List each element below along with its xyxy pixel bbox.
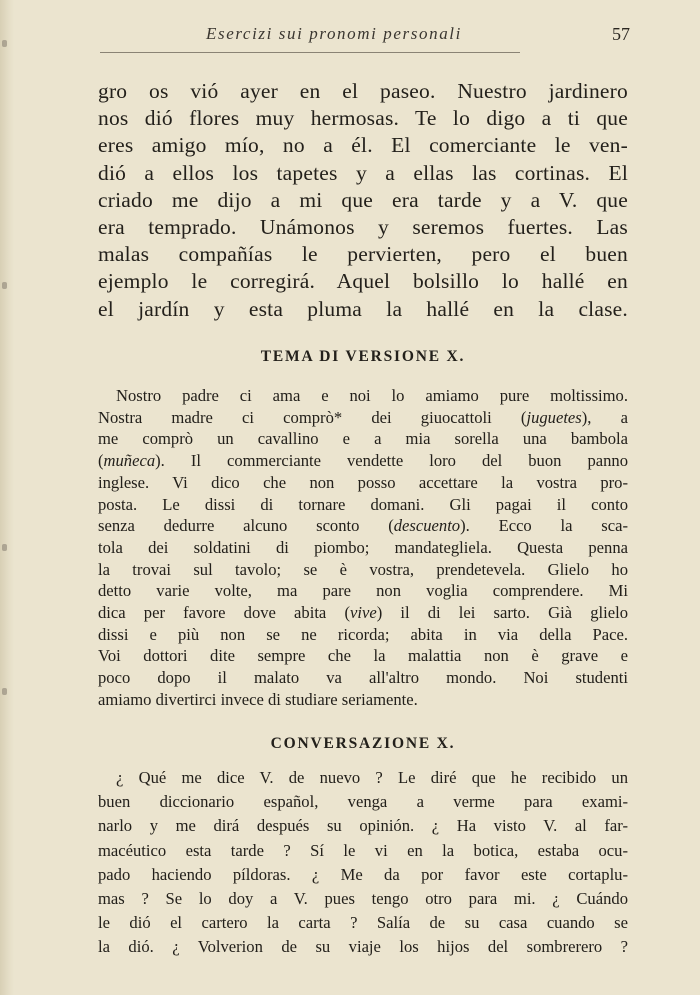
text-line: la dió. ¿ Volverion de su viaje los hijos del sombrerero ? (98, 937, 628, 957)
text-line: le dió el cartero la carta ? Salía de su casa cuando se (98, 913, 628, 933)
text-line: senza dedurre alcuno sconto (descuento). Ecco la sca- (98, 516, 628, 536)
text-line: malas compañías le pervierten, pero el buen (98, 242, 628, 267)
tema-heading: TEMA DI VERSIONE X. (260, 348, 466, 365)
text-line: dissi e più non se ne ricorda; abita in via della Pace. (98, 624, 628, 644)
spanish-exercise-paragraph (98, 78, 628, 323)
text-line: posta. Le dissi di tornare domani. Gli pagai il conto (98, 494, 628, 514)
text-line: criado me dijo a mi que era tarde y a V. que (98, 187, 628, 212)
text-line: Nostro padre ci ama e noi lo amiamo pure moltissimo. (116, 386, 628, 405)
text-line: tola dei soldatini di piombo; mandategliela. Questa penna (98, 537, 628, 557)
text-line: Voi dottori dite sempre che la malattia non è grave e (98, 646, 628, 666)
text-line: amiamo divertirci invece di studiare seriamente. (98, 689, 418, 709)
running-title: Esercizi sui pronomi personali (206, 24, 462, 43)
conversazione-paragraph (98, 766, 628, 960)
text-line: ¿ Qué me dice V. de nuevo ? Le diré que he recibido un (116, 768, 628, 787)
text-line: buen diccionario español, venga a verme para exami- (98, 792, 628, 812)
running-head-rule (100, 52, 520, 53)
text-line: era temprado. Unámonos y seremos fuertes. Las (98, 215, 628, 240)
text-line: detto varie volte, ma pare non voglia comprendere. Mi (98, 581, 628, 601)
text-line: narlo y me dirá después su opinión. ¿ Ha visto V. al far- (98, 816, 628, 836)
text-line: eres amigo mío, no a él. El comerciante le ven- (98, 133, 628, 158)
text-line: macéutico esta tarde ? Sí le vi en la botica, estaba ocu- (98, 840, 628, 860)
margin-mark (2, 282, 7, 289)
text-line: dica per favore dove abita (vive) il di lei sarto. Già glielo (98, 603, 628, 623)
text-line: gro os vió ayer en el paseo. Nuestro jardinero (98, 79, 628, 103)
text-line: dió a ellos los tapetes y a ellas las cortinas. El (98, 160, 628, 185)
tema-paragraph (98, 385, 628, 711)
margin-mark (2, 688, 7, 695)
binding-edge (0, 0, 14, 995)
text-line: me comprò un cavallino e a mia sorella una bambola (98, 429, 628, 449)
text-line: poco dopo il malato va all'altro mondo. Noi studenti (98, 668, 628, 688)
text-line: el jardín y esta pluma la hallé en la clase. (98, 296, 628, 321)
page-number: 57 (612, 24, 630, 44)
text-line: inglese. Vi dico che non posso accettare la vostra pro- (98, 472, 628, 492)
text-line: mas ? Se lo doy a V. pues tengo otro para mi. ¿ Cuándo (98, 889, 628, 909)
text-line: ejemplo le corregirá. Aquel bolsillo lo hallé en (98, 269, 628, 294)
margin-mark (2, 544, 7, 551)
text-line: pado haciendo píldoras. ¿ Me da por favor este cortaplu- (98, 864, 628, 884)
conversazione-heading: CONVERSAZIONE X. (270, 735, 456, 752)
text-line: (muñeca). Il commerciante vendette loro del buon panno (98, 451, 628, 471)
text-line: nos dió flores muy hermosas. Te lo digo a ti que (98, 106, 628, 131)
running-head (96, 24, 636, 52)
margin-mark (2, 40, 7, 47)
text-line: Nostra madre ci comprò* dei giuocattoli (juguetes), a (98, 407, 628, 427)
text-line: la trovai sul tavolo; se è vostra, prendetevela. Glielo ho (98, 559, 628, 579)
